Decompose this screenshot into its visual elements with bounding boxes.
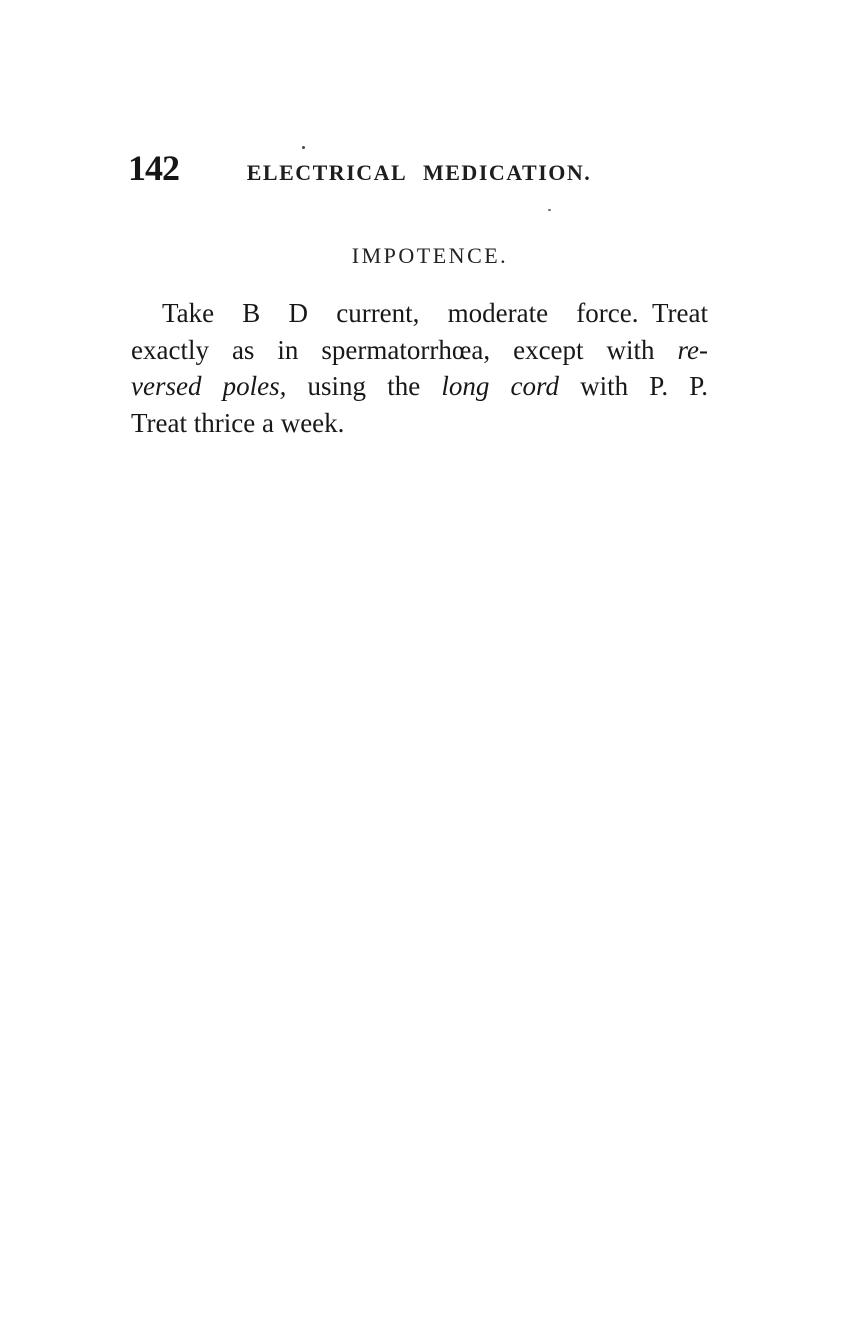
italic-text: long cord: [441, 371, 559, 402]
paragraph-line: [131, 332, 708, 369]
body-text: with P. P.: [558, 371, 708, 402]
body-text: Treat thrice a week.: [131, 407, 345, 438]
paragraph-line: [131, 368, 708, 405]
body-paragraph: [131, 295, 708, 441]
page-number: 142: [128, 148, 179, 188]
body-text: Take B D current, moderate force. Treat: [162, 298, 708, 328]
paragraph-line: [131, 405, 708, 442]
body-text: exactly as in spermatorrhœa, except with: [131, 334, 678, 365]
running-header: ELECTRICAL MEDICATION.: [246, 160, 592, 185]
section-heading: IMPOTENCE.: [351, 243, 509, 268]
paragraph-line: [131, 295, 708, 332]
scan-artifact: [302, 146, 305, 149]
body-text: using the: [286, 371, 442, 402]
italic-text: re-: [677, 334, 708, 365]
italic-text: versed poles,: [131, 371, 287, 402]
scan-artifact: [548, 209, 551, 211]
